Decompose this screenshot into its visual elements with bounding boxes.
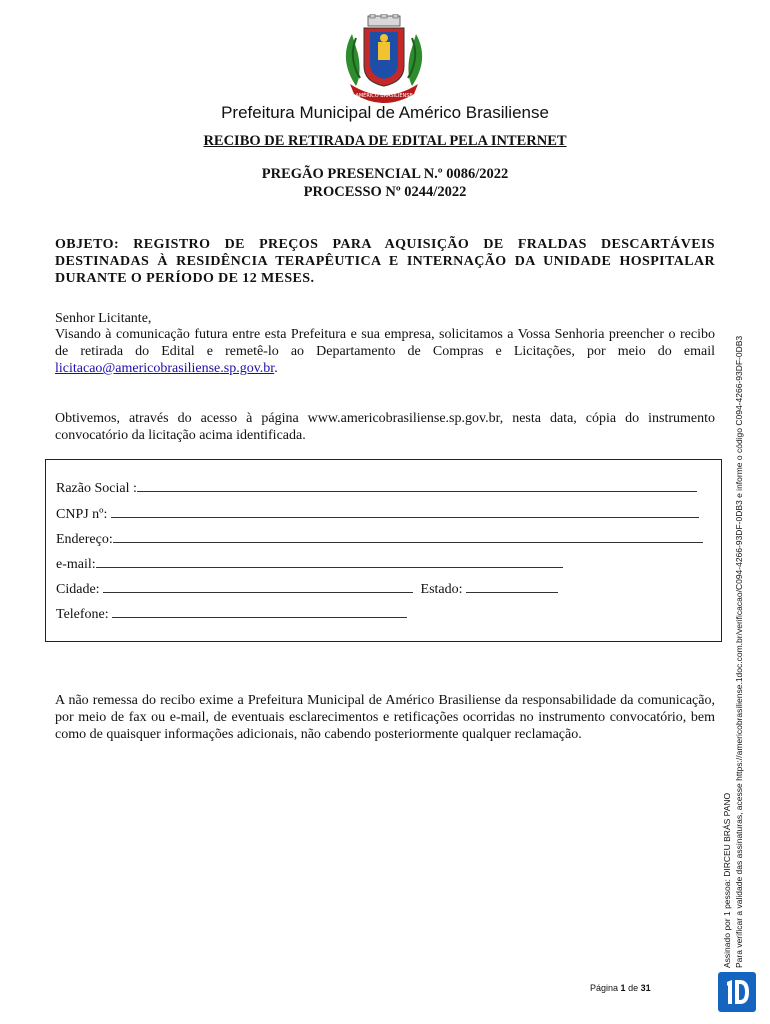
telefone-blank[interactable]	[112, 605, 407, 618]
contact-email-link[interactable]: licitacao@americobrasiliense.sp.gov.br	[55, 361, 275, 376]
endereco-field[interactable]	[56, 530, 703, 548]
coat-of-arms-icon	[334, 14, 434, 106]
cnpj-label: CNPJ nº:	[56, 507, 108, 522]
page-number	[590, 983, 651, 993]
razao-social-label: Razão Social :	[56, 481, 137, 496]
signature-note: Assinado por 1 pessoa: DIRCEU BRÁS PANO	[722, 792, 732, 968]
svg-text:AMÉRICO BRASILIENSE: AMÉRICO BRASILIENSE	[355, 93, 413, 99]
cnpj-field[interactable]	[56, 505, 699, 523]
1doc-logo-icon	[718, 972, 756, 1012]
municipality-name: Prefeitura Municipal de Américo Brasiliense	[221, 103, 549, 122]
document-title: RECIBO DE RETIRADA DE EDITAL PELA INTERNET	[203, 133, 567, 149]
disclaimer-paragraph: A não remessa do recibo exime a Prefeitura Municipal de Américo Brasiliense da responsabilidade da comunicação, por meio de fax ou e-mail, de eventuais esclarecimentos e retificações ocorridas no instrumento convocatório, bem como de quaisquer informações adicionais, não cabendo posteriormente qualquer reclamação.	[55, 693, 715, 742]
razao-social-field[interactable]	[56, 479, 697, 497]
endereco-label: Endereço:	[56, 532, 113, 547]
page-label: Página	[590, 983, 619, 993]
telefone-label: Telefone:	[56, 607, 109, 622]
email-blank[interactable]	[96, 555, 563, 568]
objeto-text: REGISTRO DE PREÇOS PARA AQUISIÇÃO DE FRALDAS DESCARTÁVEIS DESTINADAS À RESIDÊNCIA TERAPÊUTICA E INTERNAÇÃO DA UNIDADE HOSPITALAR DURANTE O PERÍODO DE 12 MESES.	[55, 237, 715, 286]
objeto-label: OBJETO:	[55, 237, 120, 252]
request-paragraph	[55, 326, 715, 377]
cidade-label: Cidade:	[56, 582, 100, 597]
request-text: Visando à comunicação futura entre esta Prefeitura e sua empresa, solicitamos a Vossa Senhoria preencher o recibo de retirada do Edital e remetê-lo ao Departamento de Compras e Licitações, por meio do email	[55, 327, 715, 359]
estado-blank[interactable]	[466, 580, 558, 593]
request-end: .	[274, 361, 278, 376]
pregao-number: PREGÃO PRESENCIAL N.º 0086/2022	[261, 166, 509, 182]
processo-number: PROCESSO Nº 0244/2022	[303, 184, 467, 200]
objeto-section	[55, 236, 715, 287]
obtained-paragraph: Obtivemos, através do acesso à página www.americobrasiliense.sp.gov.br, nesta data, cópia do instrumento convocatório da licitação acima identificada.	[55, 411, 715, 443]
telefone-field[interactable]	[56, 605, 407, 623]
cidade-blank[interactable]	[103, 580, 413, 593]
greeting: Senhor Licitante,	[55, 311, 152, 326]
email-label: e-mail:	[56, 557, 96, 572]
endereco-blank[interactable]	[113, 530, 703, 543]
page-current: 1	[620, 983, 626, 993]
receipt-form	[45, 459, 722, 642]
razao-social-blank[interactable]	[137, 479, 697, 492]
verification-note: Para verificar a validade das assinaturas, acesse https://americobrasiliense.1doc.com.br/verificacao/C094-4266-93DF-0DB3 e informe o código C094-4266-93DF-0DB3	[734, 335, 744, 968]
cnpj-blank[interactable]	[111, 505, 699, 518]
email-field[interactable]	[56, 555, 563, 573]
estado-label: Estado:	[420, 582, 463, 597]
page-of: de	[628, 983, 639, 993]
page-total: 31	[640, 983, 651, 993]
cidade-estado-field[interactable]	[56, 580, 558, 598]
